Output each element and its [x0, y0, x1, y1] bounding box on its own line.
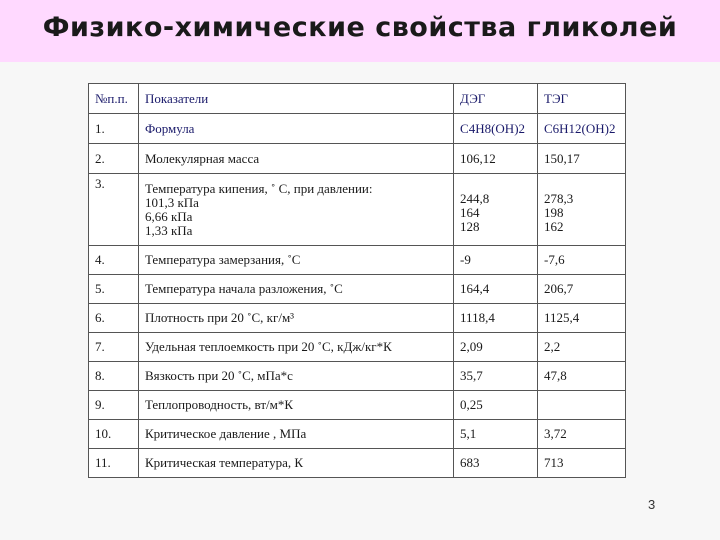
row-deg: 35,7	[454, 362, 538, 391]
teg-boiling-1: 278,3	[544, 190, 574, 206]
header-number: №п.п.	[89, 84, 139, 114]
row-deg: 0,25	[454, 391, 538, 420]
row-deg: 5,1	[454, 420, 538, 449]
row-teg: C6H12(OH)2	[538, 114, 626, 144]
header-deg: ДЭГ	[454, 84, 538, 114]
table-row	[89, 391, 626, 420]
row-teg: 713	[538, 449, 626, 478]
row-property	[138, 174, 453, 246]
pressure-3: 1,33 кПа	[144, 222, 193, 238]
row-teg	[538, 391, 626, 420]
row-number: 6.	[89, 304, 139, 333]
row-teg: 206,7	[538, 275, 626, 304]
page-number: 3	[648, 497, 656, 512]
table-row	[89, 449, 626, 478]
table-row	[89, 333, 626, 362]
boiling-title: Температура кипения, ˚ С, при давлении:	[144, 180, 373, 196]
row-number: 10.	[89, 420, 139, 449]
row-teg: 3,72	[538, 420, 626, 449]
row-property: Критическая температура, К	[138, 449, 453, 478]
row-deg: 106,12	[454, 144, 538, 174]
header-teg: ТЭГ	[538, 84, 626, 114]
row-number: 2.	[89, 144, 139, 174]
row-property: Вязкость при 20 ˚С, мПа*с	[138, 362, 453, 391]
table-row	[89, 362, 626, 391]
header-property: Показатели	[138, 84, 453, 114]
row-deg: 164,4	[454, 275, 538, 304]
row-number: 5.	[89, 275, 139, 304]
row-teg: 150,17	[538, 144, 626, 174]
deg-boiling-3: 128	[460, 218, 480, 234]
table-row	[89, 420, 626, 449]
pressure-2: 6,66 кПа	[144, 208, 193, 224]
row-deg	[454, 174, 538, 246]
slide-title: Физико-химические свойства гликолей	[42, 12, 678, 43]
row-number: 9.	[89, 391, 139, 420]
row-number: 11.	[89, 449, 139, 478]
row-teg: -7,6	[538, 246, 626, 275]
row-property: Плотность при 20 ˚С, кг/м³	[138, 304, 453, 333]
teg-boiling-2: 198	[544, 204, 564, 220]
table-row	[89, 114, 626, 144]
table-row	[89, 275, 626, 304]
teg-boiling-3: 162	[544, 218, 564, 234]
table-header-row	[89, 84, 626, 114]
row-property: Удельная теплоемкость при 20 ˚С, кДж/кг*К	[138, 333, 453, 362]
deg-boiling-1: 244,8	[460, 190, 490, 206]
row-number: 4.	[89, 246, 139, 275]
row-deg: C4H8(OH)2	[454, 114, 538, 144]
row-property: Молекулярная масса	[138, 144, 453, 174]
row-teg: 47,8	[538, 362, 626, 391]
table-row	[89, 174, 626, 246]
row-property: Температура начала разложения, ˚С	[138, 275, 453, 304]
pressure-1: 101,3 кПа	[144, 194, 199, 210]
row-teg	[538, 174, 626, 246]
table-row	[89, 246, 626, 275]
properties-table	[88, 83, 626, 478]
row-property: Температура замерзания, ˚С	[138, 246, 453, 275]
row-number: 3.	[89, 174, 139, 246]
row-teg: 1125,4	[538, 304, 626, 333]
row-number: 7.	[89, 333, 139, 362]
table-row	[89, 144, 626, 174]
row-deg: 1118,4	[454, 304, 538, 333]
row-teg: 2,2	[538, 333, 626, 362]
row-property: Критическое давление , МПа	[138, 420, 453, 449]
table-row	[89, 304, 626, 333]
row-deg: -9	[454, 246, 538, 275]
deg-boiling-2: 164	[460, 204, 480, 220]
row-deg: 683	[454, 449, 538, 478]
row-deg: 2,09	[454, 333, 538, 362]
row-number: 1.	[89, 114, 139, 144]
row-property: Теплопроводность, вт/м*К	[138, 391, 453, 420]
row-number: 8.	[89, 362, 139, 391]
row-property: Формула	[138, 114, 453, 144]
